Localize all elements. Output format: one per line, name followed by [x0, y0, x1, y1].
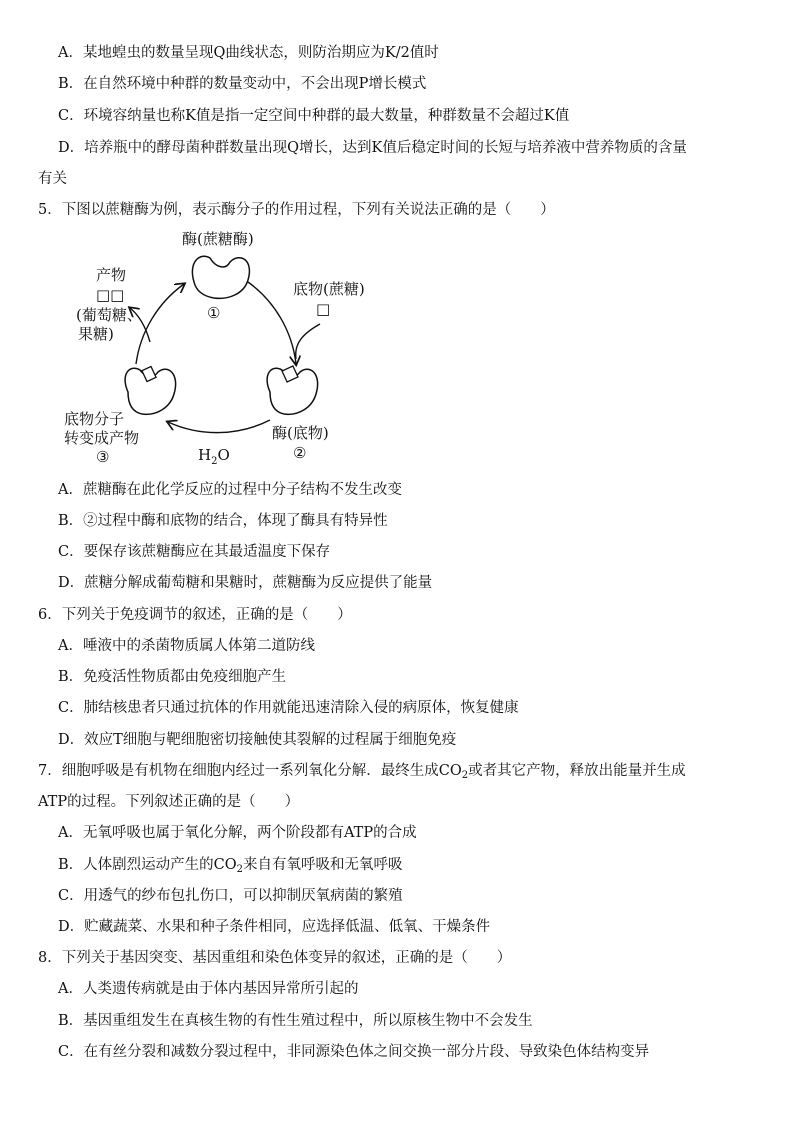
q7-option-d: D．贮藏蔬菜、水果和种子条件相同，应选择低温、低氧、干燥条件: [58, 919, 491, 935]
q6-option-a: A．唾液中的杀菌物质属人体第二道防线: [58, 638, 315, 654]
q7-option-b: B．人体剧烈运动产生的$CO_2$来自有氧呼吸和无氧呼吸: [58, 857, 403, 875]
free-enzyme-shape: [192, 256, 249, 298]
q8-option-b: B．基因重组发生在真核生物的有性生殖过程中，所以原核生物中不会发生: [58, 1013, 533, 1029]
q8-option-c: C．在有丝分裂和减数分裂过程中，非同源染色体之间交换一部分片段、导致染色体结构变异: [58, 1044, 650, 1060]
q6-option-d: D．效应T细胞与靶细胞密切接触使其裂解的过程属于细胞免疫: [58, 732, 457, 748]
q5-option-a: A．蔗糖酶在此化学反应的过程中分子结构不发生改变: [58, 482, 402, 498]
product-description-line-2: 果糖): [78, 325, 114, 343]
water-label: $H_2O$: [198, 446, 230, 467]
q4-option-d: D．培养瓶中的酵母菌种群数量出现Q增长，达到K值后稳定时间的长短与培养液中营养物质的含量: [58, 140, 687, 156]
q5-option-d: D．蔗糖分解成葡萄糖和果糖时，蔗糖酶为反应提供了能量: [58, 575, 433, 591]
q4-option-b: B．在自然环境中种群的数量变动中，不会出现P增长模式: [58, 76, 427, 92]
q4-option-d-continuation: 有关: [38, 171, 67, 187]
product-squares: □□: [96, 286, 125, 304]
conversion-label-line-2: 转变成产物: [64, 429, 140, 447]
q6-option-b: B．免疫活性物质都由免疫细胞产生: [58, 669, 287, 685]
step-1-marker: ①: [207, 304, 221, 322]
product-description-line-1: (葡萄糖、: [76, 306, 142, 324]
q5-option-c: C．要保存该蔗糖酶应在其最适温度下保存: [58, 544, 331, 560]
q4-option-a: A．某地蝗虫的数量呈现Q曲线状态，则防治期应为K/2值时: [58, 45, 439, 61]
cycle-arrow-bottom: [168, 420, 270, 433]
substrate-entry-arrow: [296, 324, 320, 359]
q6-stem: 6．下列关于免疫调节的叙述，正确的是（ ）: [38, 607, 352, 623]
q5-option-b: B．②过程中酶和底物的结合，体现了酶具有特异性: [58, 513, 388, 529]
q8-stem: 8．下列关于基因突变、基因重组和染色体变异的叙述，正确的是（ ）: [38, 950, 512, 966]
enzyme-substrate-label: 酶(底物): [272, 424, 329, 442]
q8-option-a: A．人类遗传病就是由于体内基因异常所引起的: [58, 981, 359, 997]
q7-option-a: A．无氧呼吸也属于氧化分解，两个阶段都有ATP的合成: [58, 825, 417, 841]
q7-option-c: C．用透气的纱布包扎伤口，可以抑制厌氧病菌的繁殖: [58, 888, 403, 904]
product-label: 产物: [96, 266, 127, 284]
q5-stem: 5．下图以蔗糖酶为例，表示酶分子的作用过程，下列有关说法正确的是（ ）: [38, 202, 555, 218]
step-3-marker: ③: [96, 448, 110, 466]
q7-stem-line-1: 7．细胞呼吸是有机物在细胞内经过一系列氧化分解．最终生成$CO_2$或者其它产物，释放出能量并生成: [38, 763, 686, 781]
step-2-marker: ②: [293, 444, 307, 462]
enzyme-label: 酶(蔗糖酶): [182, 230, 254, 248]
substrate-label: 底物(蔗糖): [293, 280, 365, 298]
cycle-arrow-top-right: [248, 282, 296, 364]
conversion-label-line-1: 底物分子: [64, 410, 125, 428]
q7-stem-line-2: ATP的过程。下列叙述正确的是（ ）: [38, 794, 300, 810]
q6-option-c: C．肺结核患者只通过抗体的作用就能迅速清除入侵的病原体，恢复健康: [58, 700, 519, 716]
substrate-square: □: [316, 300, 331, 318]
enzyme-cycle-diagram: [58, 224, 378, 474]
q4-option-c: C．环境容纳量也称K值是指一定空间中种群的最大数量，种群数量不会超过K值: [58, 108, 570, 124]
